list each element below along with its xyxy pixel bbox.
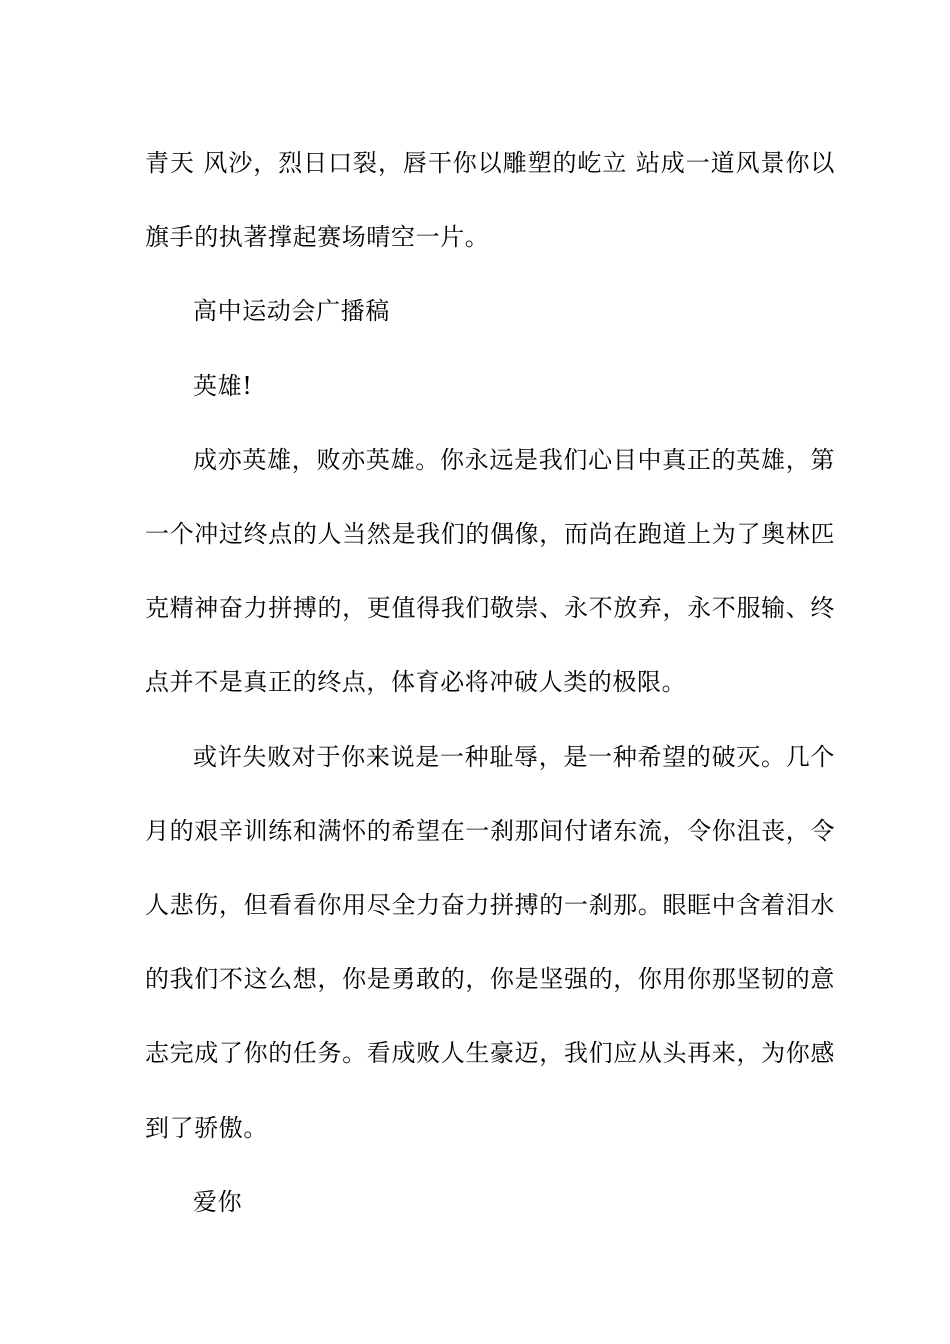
paragraph-heading-hero: 英雄! xyxy=(193,371,253,400)
paragraph-hero: 成亦英雄，败亦英雄。你永远是我们心目中真正的英雄，第一个冲过终点的人当然是我们的偶像，而尚在跑道上为了奥林匹克精神奋力拼搏的，更值得我们敬崇、永不放弃，永不服输、终点并不是真正的终点，体育必将冲破人类的极限。 xyxy=(145,445,835,697)
document-body xyxy=(145,126,835,1239)
paragraph-failure: 或许失败对于你来说是一种耻辱，是一种希望的破灭。几个月的艰辛训练和满怀的希望在一刹那间付诸东流，令你沮丧，令人悲伤，但看看你用尽全力奋力拼搏的一刹那。眼眶中含着泪水的我们不这么想，你是勇敢的，你是坚强的，你用你那坚韧的意志完成了你的任务。看成败人生豪迈，我们应从头再来，为你感到了骄傲。 xyxy=(145,742,835,1142)
section-title: 高中运动会广播稿 xyxy=(193,297,390,326)
paragraph-intro: 青天 风沙，烈日口裂，唇干你以雕塑的屹立 站成一道风景你以旗手的执著撑起赛场晴空一片。 xyxy=(145,149,835,252)
paragraph-love: 爱你 xyxy=(193,1187,243,1216)
